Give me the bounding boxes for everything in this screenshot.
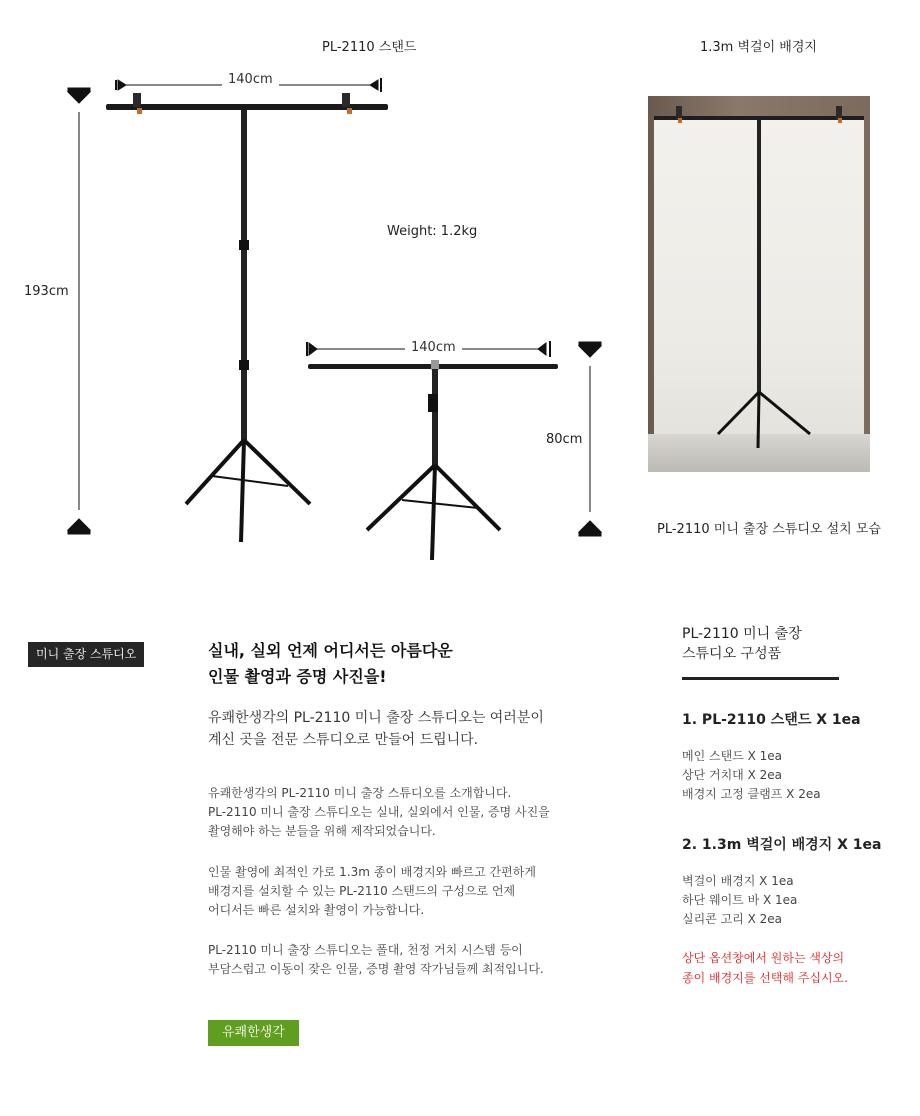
list-item: 벽걸이 배경지 X 1ea	[682, 874, 794, 888]
lead-line-1: 유쾌한생각의 PL-2110 미니 출장 스튜디오는 여러분이	[208, 710, 544, 726]
kit-title	[682, 624, 802, 664]
backdrop-caption: 1.3m 벽걸이 배경지	[700, 40, 817, 55]
weight-label: Weight: 1.2kg	[387, 224, 478, 239]
kit-title-line-1: PL-2110 미니 출장	[682, 626, 802, 642]
brand-badge[interactable]: 유쾌한생각	[208, 1020, 299, 1046]
list-item: 상단 거치대 X 2ea	[682, 768, 782, 782]
list-item: 배경지 고정 클램프 X 2ea	[682, 787, 821, 801]
headline-line-2: 인물 촬영과 증명 사진을!	[208, 667, 387, 686]
kit-group-1-heading: 1. PL-2110 스탠드 X 1ea	[682, 712, 861, 728]
product-tag: 미니 출장 스튜디오	[28, 642, 144, 667]
low-width-label: 140cm	[405, 340, 462, 355]
paragraph-line: 유쾌한생각의 PL-2110 미니 출장 스튜디오를 소개합니다.	[208, 786, 512, 800]
kit-group-2-heading: 2. 1.3m 벽걸이 배경지 X 1ea	[682, 837, 882, 853]
paragraph-line: 인물 촬영에 최적인 가로 1.3m 종이 배경지와 빠르고 간편하게	[208, 865, 536, 879]
paragraph-line: 어디서든 빠른 설치와 촬영이 가능합니다.	[208, 903, 425, 917]
stand-diagram	[0, 0, 620, 560]
kit-title-line-2: 스튜디오 구성품	[682, 646, 782, 662]
kit-group-1-list	[682, 747, 821, 804]
paragraph-line: PL-2110 미니 출장 스튜디오는 실내, 실외에서 인물, 증명 사진을	[208, 805, 550, 819]
list-item: 실리콘 고리 X 2ea	[682, 912, 782, 926]
paragraph-line: 배경지를 설치할 수 있는 PL-2110 스탠드의 구성으로 언제	[208, 884, 516, 898]
kit-divider	[682, 677, 839, 680]
tall-stand	[106, 93, 388, 542]
kit-group-2-list	[682, 872, 797, 929]
note-line-1: 상단 옵션창에서 원하는 색상의	[682, 951, 845, 965]
paragraph-3	[208, 941, 544, 979]
full-height-dimension	[68, 88, 90, 534]
paragraph-1	[208, 784, 550, 841]
lead-line-2: 계신 곳을 전문 스튜디오로 만들어 드립니다.	[208, 732, 479, 748]
stand-caption: PL-2110 스탠드	[322, 40, 417, 55]
setup-photo	[648, 96, 870, 472]
headline	[208, 638, 453, 690]
setup-caption: PL-2110 미니 출장 스튜디오 설치 모습	[657, 522, 881, 537]
color-option-note	[682, 948, 848, 988]
top-width-label: 140cm	[222, 72, 279, 87]
headline-line-1: 실내, 실외 언제 어디서든 아름다운	[208, 641, 453, 660]
lead-text	[208, 707, 544, 751]
list-item: 하단 웨이트 바 X 1ea	[682, 893, 798, 907]
full-height-label: 193cm	[24, 284, 69, 299]
low-stand	[308, 360, 558, 560]
paragraph-line: 촬영해야 하는 분들을 위해 제작되었습니다.	[208, 824, 436, 838]
low-height-label: 80cm	[546, 432, 583, 447]
paragraph-2	[208, 863, 536, 920]
paragraph-line: PL-2110 미니 출장 스튜디오는 폴대, 천정 거치 시스템 등이	[208, 943, 523, 957]
photo-stand	[648, 96, 870, 472]
list-item: 메인 스탠드 X 1ea	[682, 749, 782, 763]
paragraph-line: 부담스럽고 이동이 잦은 인물, 증명 촬영 작가님들께 최적입니다.	[208, 962, 544, 976]
note-line-2: 종이 배경지를 선택해 주십시오.	[682, 971, 848, 985]
